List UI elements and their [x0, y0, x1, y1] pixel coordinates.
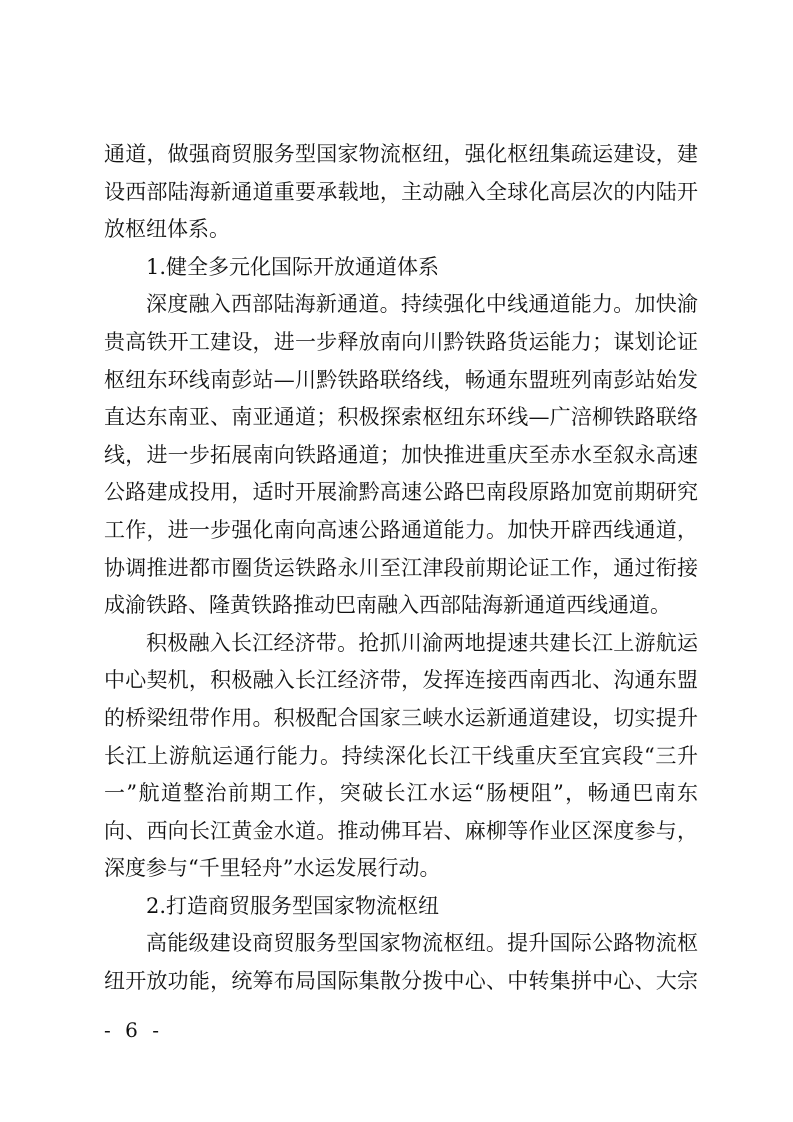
- text-line: 中心契机，积极融入长江经济带，发挥连接西南西北、沟通东盟: [104, 668, 698, 693]
- text-line: 公路建成投用，适时开展渝黔高速公路巴南段原路加宽前期研究: [104, 480, 698, 505]
- text-line: 积极融入长江经济带。抢抓川渝两地提速共建长江上游航运: [146, 630, 698, 655]
- text-line: 纽开放功能，统筹布局国际集散分拨中心、中转集拼中心、大宗: [104, 969, 698, 994]
- text-line: 工作，进一步强化南向高速公路通道能力。加快开辟西线通道，: [104, 517, 698, 542]
- text-line: 放枢纽体系。: [104, 217, 230, 242]
- text-line: 枢纽东环线南彭站—川黔铁路联络线，畅通东盟班列南彭站始发: [104, 367, 698, 392]
- page-number: - 6 -: [104, 1018, 163, 1042]
- text-line: 长江上游航运通行能力。持续深化长江干线重庆至宜宾段“三升: [104, 743, 698, 768]
- text-line: 设西部陆海新通道重要承载地，主动融入全球化高层次的内陆开: [104, 179, 698, 204]
- text-line: 线，进一步拓展南向铁路通道；加快推进重庆至赤水至叙永高速: [104, 442, 698, 467]
- body-text: [104, 136, 698, 1001]
- text-line: 成渝铁路、隆黄铁路推动巴南融入西部陆海新通道西线通道。: [104, 593, 671, 618]
- text-line: 一”航道整治前期工作，突破长江水运“肠梗阻”，畅通巴南东: [104, 781, 698, 806]
- text-line: 高能级建设商贸服务型国家物流枢纽。提升国际公路物流枢: [146, 931, 698, 956]
- text-line: 向、西向长江黄金水道。推动佛耳岩、麻柳等作业区深度参与，: [104, 818, 698, 843]
- text-line: 协调推进都市圈货运铁路永川至江津段前期论证工作，通过衔接: [104, 555, 698, 580]
- text-line: 直达东南亚、南亚通道；积极探索枢纽东环线—广涪柳铁路联络: [104, 405, 698, 430]
- text-line: 深度参与“千里轻舟”水运发展行动。: [104, 856, 441, 881]
- text-line: 通道，做强商贸服务型国家物流枢纽，强化枢纽集疏运建设，建: [104, 142, 698, 166]
- text-line: 贵高铁开工建设，进一步释放南向川黔铁路货运能力；谋划论证: [104, 329, 698, 354]
- text-line: 深度融入西部陆海新通道。持续强化中线通道能力。加快渝: [146, 292, 698, 317]
- section-heading: 2.打造商贸服务型国家物流枢纽: [146, 893, 440, 918]
- text-line: 的桥梁纽带作用。积极配合国家三峡水运新通道建设，切实提升: [104, 705, 698, 730]
- section-heading: 1.健全多元化国际开放通道体系: [146, 254, 440, 279]
